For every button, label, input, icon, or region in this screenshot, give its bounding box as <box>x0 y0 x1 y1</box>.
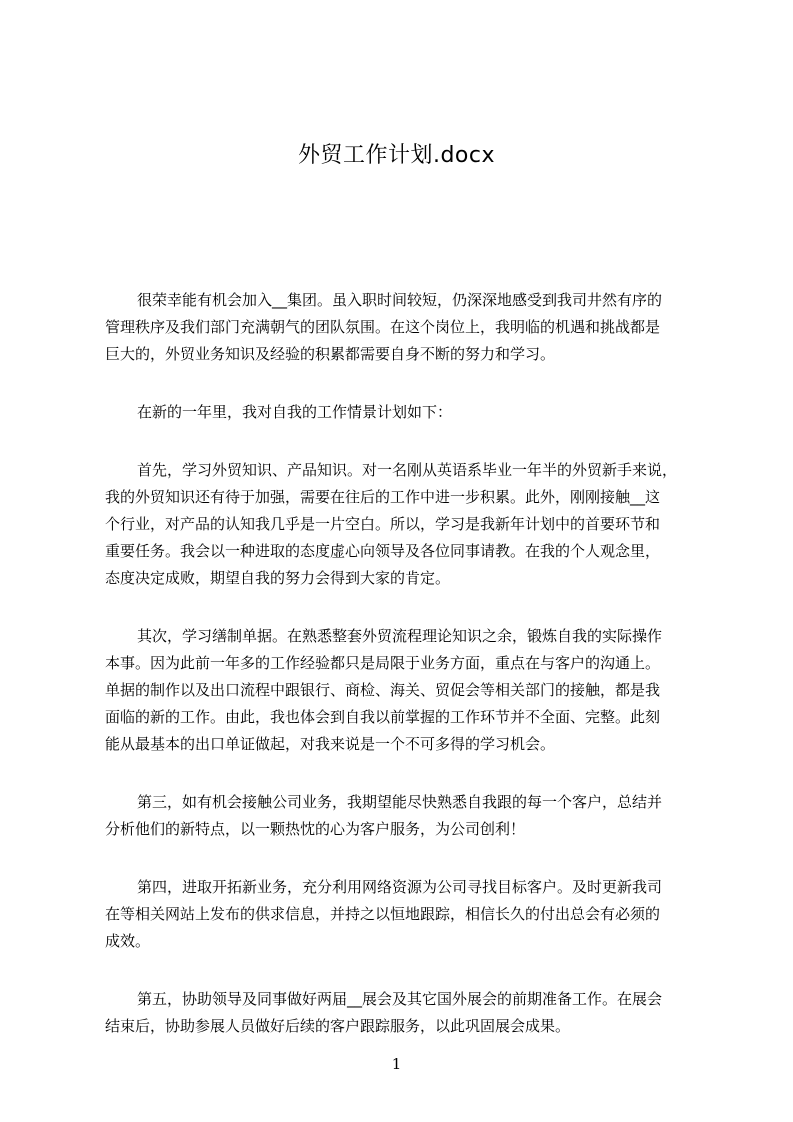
text-line: 巨大的，外贸业务知识及经验的积累都需要自身不断的努力和学习。 <box>105 345 556 363</box>
text-line: 在新的一年里，我对自我的工作情景计划如下： <box>137 403 453 421</box>
paragraph-fourth <box>105 874 700 955</box>
text-line: 第五，协助领导及同事做好两届__展会及其它国外展会的前期准备工作。在展会 <box>137 990 663 1008</box>
paragraph-plan-intro <box>105 399 700 426</box>
document-title: 外贸工作计划.docx <box>297 143 496 168</box>
text-line: 单据的制作以及出口流程中跟银行、商检、海关、贸促会等相关部门的接触，都是我 <box>105 681 661 699</box>
text-line: 能从最基本的出口单证做起，对我来说是一个不可多得的学习机会。 <box>105 735 556 753</box>
paragraph-third <box>105 789 700 843</box>
paragraph-fifth <box>105 986 700 1040</box>
text-line: 面临的新的工作。由此，我也体会到自我以前掌握的工作环节并不全面、完整。此刻 <box>105 708 661 726</box>
text-line: 第三，如有机会接触公司业务，我期望能尽快熟悉自我跟的每一个客户，总结并 <box>137 793 663 811</box>
text-line: 个行业，对产品的认知我几乎是一片空白。所以，学习是我新年计划中的首要环节和 <box>105 515 661 533</box>
paragraph-intro <box>105 287 700 368</box>
document-body <box>105 287 700 1071</box>
text-line: 重要任务。我会以一种进取的态度虚心向领导及各位同事请教。在我的个人观念里， <box>105 542 661 560</box>
text-line: 分析他们的新特点，以一颗热忱的心为客户服务，为公司创利！ <box>105 820 526 838</box>
text-line: 管理秩序及我们部门充满朝气的团队氛围。在这个岗位上，我明临的机遇和挑战都是 <box>105 318 661 336</box>
text-line: 本事。因为此前一年多的工作经验都只是局限于业务方面，重点在与客户的沟通上。 <box>105 654 661 672</box>
text-line: 在等相关网站上发布的供求信息，并持之以恒地跟踪，相信长久的付出总会有必须的 <box>105 905 661 923</box>
text-line: 第四，进取开拓新业务，充分利用网络资源为公司寻找目标客户。及时更新我司 <box>137 878 663 896</box>
text-line: 首先，学习外贸知识、产品知识。对一名刚从英语系毕业一年半的外贸新手来说， <box>137 461 678 479</box>
text-line: 我的外贸知识还有待于加强，需要在往后的工作中进一步积累。此外，刚刚接触__这 <box>105 488 661 506</box>
text-line: 很荣幸能有机会加入__集团。虽入职时间较短，仍深深地感受到我司井然有序的 <box>137 291 663 309</box>
paragraph-second <box>105 623 700 758</box>
text-line: 成效。 <box>105 932 151 950</box>
text-line: 态度决定成败，期望自我的努力会得到大家的肯定。 <box>105 569 451 587</box>
text-line: 其次，学习缮制单据。在熟悉整套外贸流程理论知识之余，锻炼自我的实际操作 <box>137 627 663 645</box>
page-number: 1 <box>391 1055 402 1073</box>
paragraph-first <box>105 457 700 592</box>
text-line: 结束后，协助参展人员做好后续的客户跟踪服务，以此巩固展会成果。 <box>105 1017 571 1035</box>
